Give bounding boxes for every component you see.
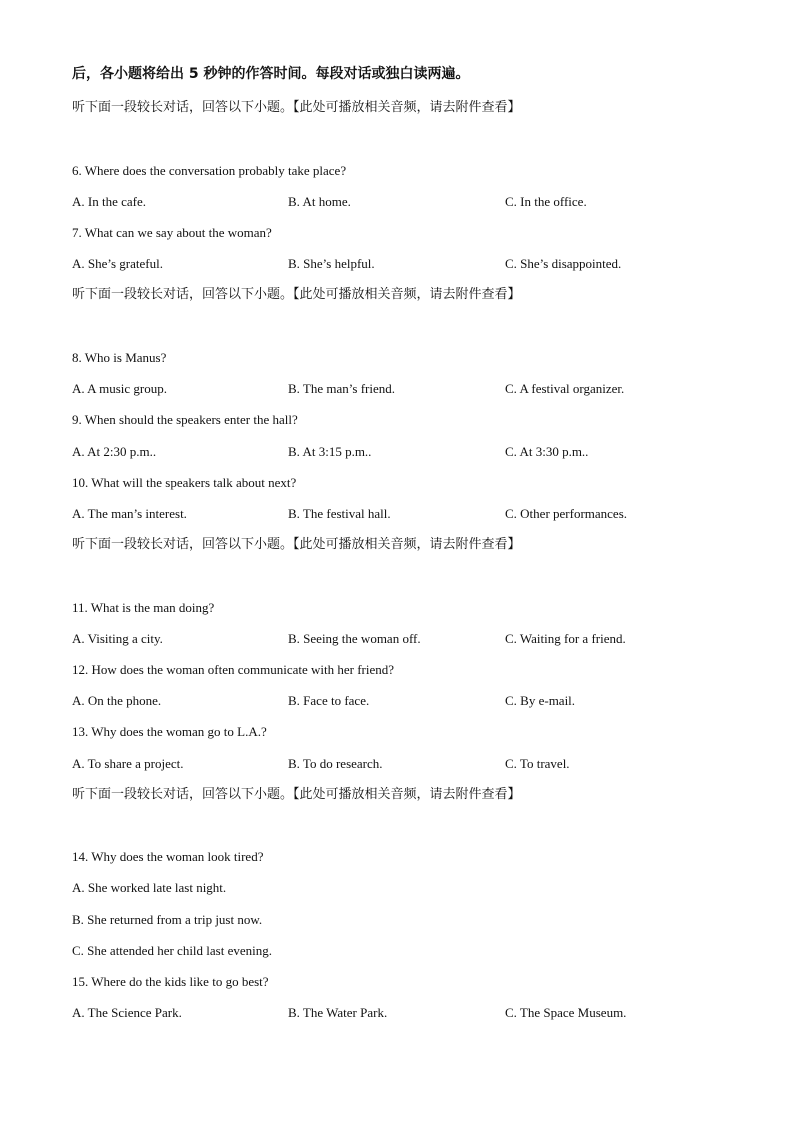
option-9-c[interactable]: C. At 3:30 p.m.. bbox=[505, 444, 589, 459]
option-11-c[interactable]: C. Waiting for a friend. bbox=[505, 631, 626, 646]
options-6 bbox=[72, 193, 722, 211]
option-7-a[interactable]: A. She’s grateful. bbox=[72, 256, 163, 271]
option-6-a[interactable]: A. In the cafe. bbox=[72, 194, 146, 209]
option-13-b[interactable]: B. To do research. bbox=[288, 756, 383, 771]
question-9: 9. When should the speakers enter the hall? bbox=[72, 412, 298, 427]
options-9 bbox=[72, 443, 722, 461]
option-6-c[interactable]: C. In the office. bbox=[505, 194, 587, 209]
option-14-c[interactable]: C. She attended her child last evening. bbox=[72, 943, 273, 958]
options-13 bbox=[72, 755, 722, 773]
question-15: 15. Where do the kids like to go best? bbox=[72, 974, 269, 989]
option-12-b[interactable]: B. Face to face. bbox=[288, 693, 370, 708]
section-prompt-1: 听下面一段较长对话，回答以下小题。【此处可播放相关音频，请去附件查看】 bbox=[72, 100, 521, 115]
option-8-b[interactable]: B. The man’s friend. bbox=[288, 381, 395, 396]
option-10-c[interactable]: C. Other performances. bbox=[505, 506, 628, 521]
option-15-c[interactable]: C. The Space Museum. bbox=[505, 1005, 627, 1020]
section-prompt-4: 听下面一段较长对话，回答以下小题。【此处可播放相关音频，请去附件查看】 bbox=[72, 787, 521, 802]
option-9-b[interactable]: B. At 3:15 p.m.. bbox=[288, 444, 372, 459]
option-11-a[interactable]: A. Visiting a city. bbox=[72, 631, 163, 646]
option-10-a[interactable]: A. The man’s interest. bbox=[72, 506, 187, 521]
options-7 bbox=[72, 255, 722, 273]
option-7-b[interactable]: B. She’s helpful. bbox=[288, 256, 375, 271]
option-15-a[interactable]: A. The Science Park. bbox=[72, 1005, 182, 1020]
option-9-a[interactable]: A. At 2:30 p.m.. bbox=[72, 444, 157, 459]
instructions-intro: 后，各小题将给出 5 秒钟的作答时间。每段对话或独白读两遍。 bbox=[72, 66, 470, 82]
question-6: 6. Where does the conversation probably take place? bbox=[72, 163, 347, 178]
option-13-c[interactable]: C. To travel. bbox=[505, 756, 570, 771]
option-15-b[interactable]: B. The Water Park. bbox=[288, 1005, 388, 1020]
option-7-c[interactable]: C. She’s disappointed. bbox=[505, 256, 622, 271]
option-8-a[interactable]: A. A music group. bbox=[72, 381, 167, 396]
question-14: 14. Why does the woman look tired? bbox=[72, 849, 264, 864]
option-12-c[interactable]: C. By e-mail. bbox=[505, 693, 576, 708]
question-12: 12. How does the woman often communicate with her friend? bbox=[72, 662, 395, 677]
section-prompt-2: 听下面一段较长对话，回答以下小题。【此处可播放相关音频，请去附件查看】 bbox=[72, 287, 521, 302]
options-15 bbox=[72, 1004, 722, 1022]
options-8 bbox=[72, 380, 722, 398]
question-10: 10. What will the speakers talk about next? bbox=[72, 475, 297, 490]
question-11: 11. What is the man doing? bbox=[72, 600, 215, 615]
option-13-a[interactable]: A. To share a project. bbox=[72, 756, 184, 771]
options-12 bbox=[72, 692, 722, 710]
option-11-b[interactable]: B. Seeing the woman off. bbox=[288, 631, 421, 646]
section-prompt-3: 听下面一段较长对话，回答以下小题。【此处可播放相关音频，请去附件查看】 bbox=[72, 537, 521, 552]
option-14-a[interactable]: A. She worked late last night. bbox=[72, 880, 227, 895]
question-7: 7. What can we say about the woman? bbox=[72, 225, 272, 240]
option-14-b[interactable]: B. She returned from a trip just now. bbox=[72, 912, 263, 927]
option-10-b[interactable]: B. The festival hall. bbox=[288, 506, 391, 521]
option-12-a[interactable]: A. On the phone. bbox=[72, 693, 162, 708]
option-8-c[interactable]: C. A festival organizer. bbox=[505, 381, 625, 396]
options-11 bbox=[72, 630, 722, 648]
question-13: 13. Why does the woman go to L.A.? bbox=[72, 724, 267, 739]
option-6-b[interactable]: B. At home. bbox=[288, 194, 351, 209]
question-8: 8. Who is Manus? bbox=[72, 350, 167, 365]
options-10 bbox=[72, 505, 722, 523]
